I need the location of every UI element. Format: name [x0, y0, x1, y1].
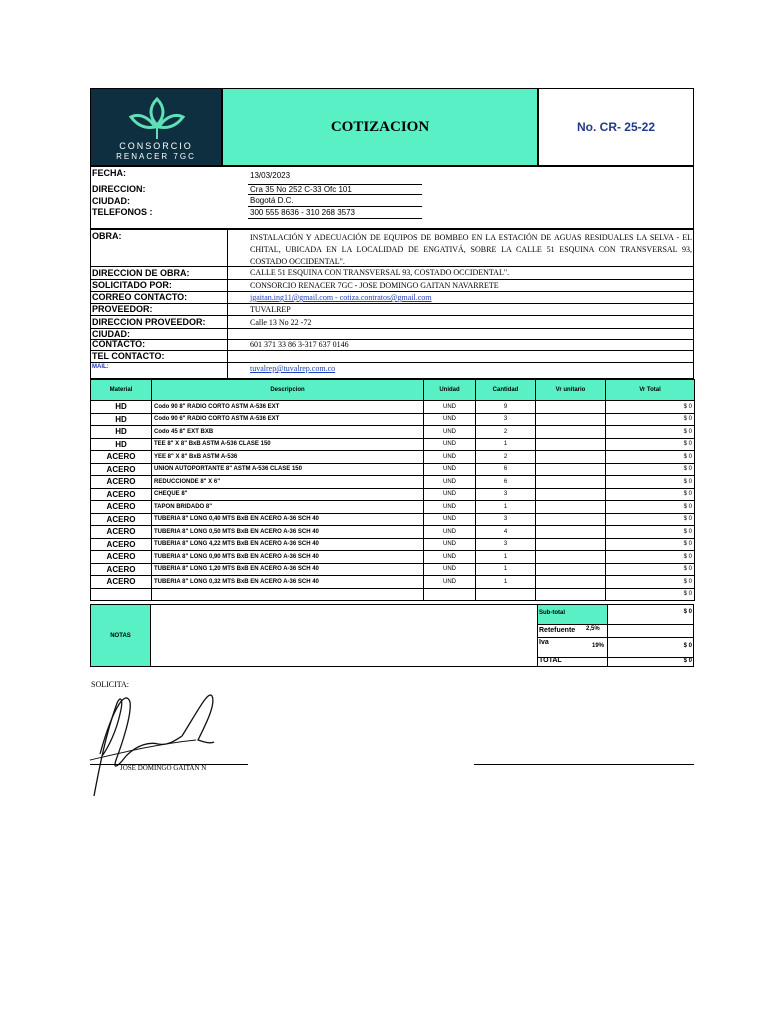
items-table — [90, 379, 695, 601]
cell-unidad: UND — [424, 463, 476, 476]
leaf-logo-icon — [127, 95, 187, 141]
cell-vr-total: $ 0 — [606, 463, 695, 476]
cell-unidad: UND — [424, 526, 476, 539]
notas-area — [150, 604, 538, 667]
cell-material: ACERO — [91, 451, 152, 464]
cell-material — [91, 588, 152, 601]
cell-unidad: UND — [424, 538, 476, 551]
cell-cantidad: 1 — [476, 576, 536, 589]
cell-unidad: UND — [424, 401, 476, 414]
correo-link[interactable]: jgaitan.ing11@gmail.com - cotiza.contratos@gmail.com — [250, 293, 432, 302]
cell-cantidad: 9 — [476, 401, 536, 414]
cell-descripcion: TUBERIA 8" LONG 1,20 MTS BxB EN ACERO A-36 SCH 40 — [152, 563, 424, 576]
contacto-label: CONTACTO: — [92, 339, 146, 349]
cell-descripcion: Codo 45 8" EXT BXB — [152, 426, 424, 439]
iva-label: Iva — [539, 639, 549, 646]
cell-vr-unitario — [536, 576, 606, 589]
cell-unidad: UND — [424, 563, 476, 576]
cell-material: ACERO — [91, 488, 152, 501]
cell-vr-total: $ 0 — [606, 401, 695, 414]
table-row — [91, 501, 695, 514]
cell-cantidad: 4 — [476, 526, 536, 539]
cell-descripcion: REDUCCIONDE 8" X 6" — [152, 476, 424, 489]
cell-vr-total: $ 0 — [606, 501, 695, 514]
cell-cantidad: 6 — [476, 476, 536, 489]
cell-material: ACERO — [91, 563, 152, 576]
cell-vr-unitario — [536, 551, 606, 564]
cell-vr-unitario — [536, 538, 606, 551]
cell-descripcion: CHEQUE 8" — [152, 488, 424, 501]
cell-unidad: UND — [424, 488, 476, 501]
cell-cantidad: 3 — [476, 413, 536, 426]
cell-descripcion: Codo 90 6" RADIO CORTO ASTM A-536 EXT — [152, 413, 424, 426]
cell-vr-unitario — [536, 563, 606, 576]
table-row — [91, 413, 695, 426]
table-row — [91, 451, 695, 464]
proveedor-label: PROVEEDOR: — [92, 304, 153, 314]
cell-descripcion: TUBERIA 8" LONG 0,40 MTS BxB EN ACERO A-36 SCH 40 — [152, 513, 424, 526]
cell-material: ACERO — [91, 463, 152, 476]
cell-vr-unitario — [536, 476, 606, 489]
cell-material: HD — [91, 401, 152, 414]
cell-vr-unitario — [536, 463, 606, 476]
cell-vr-total: $ 0 — [606, 413, 695, 426]
header-cantidad: Cantidad — [476, 380, 536, 401]
table-row — [91, 588, 695, 601]
cell-descripcion: UNION AUTOPORTANTE 8" ASTM A-536 CLASE 150 — [152, 463, 424, 476]
cell-cantidad: 3 — [476, 513, 536, 526]
cell-cantidad: 3 — [476, 488, 536, 501]
cell-material: ACERO — [91, 513, 152, 526]
total-value: $ 0 — [683, 658, 692, 664]
cell-vr-total: $ 0 — [606, 563, 695, 576]
table-row — [91, 401, 695, 414]
cell-vr-total: $ 0 — [606, 476, 695, 489]
cell-vr-total: $ 0 — [606, 526, 695, 539]
cell-unidad: UND — [424, 576, 476, 589]
ciudad-value: Bogotá D.C. — [248, 196, 422, 207]
document-title: COTIZACION — [330, 118, 430, 135]
cell-vr-unitario — [536, 451, 606, 464]
logo-text-consorcio: CONSORCIO — [119, 141, 193, 151]
second-signature-line — [474, 764, 694, 765]
cell-vr-total: $ 0 — [606, 513, 695, 526]
company-logo — [90, 88, 222, 166]
cell-unidad: UND — [424, 476, 476, 489]
cell-material: HD — [91, 426, 152, 439]
logo-text-renacer: RENACER 7GC — [116, 152, 196, 161]
table-row — [91, 463, 695, 476]
handwritten-signature — [86, 684, 226, 800]
solicitado-value: CONSORCIO RENACER 7GC - JOSE DOMINGO GAITAN NAVARRETE — [250, 281, 499, 290]
cell-vr-unitario — [536, 438, 606, 451]
cell-vr-total: $ 0 — [606, 488, 695, 501]
cell-cantidad — [476, 588, 536, 601]
table-row — [91, 576, 695, 589]
cell-vr-total: $ 0 — [606, 538, 695, 551]
table-row — [91, 513, 695, 526]
cell-material: HD — [91, 413, 152, 426]
subtotal-value: $ 0 — [683, 609, 692, 615]
solicitado-label: SOLICITADO POR: — [92, 280, 172, 290]
cell-material: ACERO — [91, 551, 152, 564]
table-row — [91, 563, 695, 576]
notas-label: NOTAS — [110, 632, 131, 639]
cell-vr-total: $ 0 — [606, 426, 695, 439]
title-cell — [222, 88, 538, 166]
header-descripcion: Descripcion — [152, 380, 424, 401]
table-row — [91, 538, 695, 551]
cell-material: ACERO — [91, 526, 152, 539]
table-row — [91, 551, 695, 564]
subtotal-label: Sub-total — [539, 610, 565, 616]
obra-label: OBRA: — [92, 231, 122, 241]
cell-cantidad: 1 — [476, 438, 536, 451]
cell-unidad: UND — [424, 513, 476, 526]
cell-vr-total: $ 0 — [606, 576, 695, 589]
quote-number-cell — [538, 88, 694, 166]
cell-material: HD — [91, 438, 152, 451]
cell-vr-unitario — [536, 526, 606, 539]
contacto-value: 601 371 33 86 3-317 637 0146 — [250, 340, 349, 349]
direccion-obra-label: DIRECCION DE OBRA: — [92, 268, 190, 278]
cell-unidad: UND — [424, 426, 476, 439]
signer-name: JOSE DOMINGO GAITAN N — [120, 764, 207, 772]
cell-unidad: UND — [424, 551, 476, 564]
retefuente-rate: 2,5% — [586, 626, 600, 632]
cell-cantidad: 3 — [476, 538, 536, 551]
cell-cantidad: 1 — [476, 563, 536, 576]
cell-vr-unitario — [536, 513, 606, 526]
cell-descripcion: TUBERIA 8" LONG 0,50 MTS BxB EN ACERO A-36 SCH 40 — [152, 526, 424, 539]
direccion-proveedor-value: Calle 13 No 22 -72 — [250, 318, 312, 327]
quote-number: No. CR- 25-22 — [576, 120, 656, 134]
proveedor-value: TUVALREP — [250, 305, 291, 314]
header-material: Material — [91, 380, 152, 401]
cell-vr-total: $ 0 — [606, 438, 695, 451]
header-unidad: Unidad — [424, 380, 476, 401]
table-row — [91, 526, 695, 539]
cell-material: ACERO — [91, 501, 152, 514]
fecha-label: FECHA: — [92, 168, 126, 178]
table-row — [91, 426, 695, 439]
mail-link[interactable]: tuvalrep@tuvalrep.com.co — [250, 364, 336, 373]
cell-vr-total: $ 0 — [606, 588, 695, 601]
cell-descripcion: Codo 90 8" RADIO CORTO ASTM A-536 EXT — [152, 401, 424, 414]
retefuente-value — [607, 624, 694, 638]
fecha-value: 13/03/2023 — [250, 171, 291, 180]
cell-cantidad: 2 — [476, 451, 536, 464]
ciudad-proveedor-label: CIUDAD: — [92, 329, 130, 339]
cell-unidad — [424, 588, 476, 601]
telefonos-label: TELEFONOS : — [92, 207, 153, 217]
total-label: TOTAL — [539, 657, 562, 664]
cell-unidad: UND — [424, 451, 476, 464]
cell-vr-unitario — [536, 426, 606, 439]
cell-cantidad: 2 — [476, 426, 536, 439]
solicita-label: SOLICITA: — [91, 680, 130, 689]
table-row — [91, 476, 695, 489]
cell-unidad: UND — [424, 438, 476, 451]
cell-cantidad: 6 — [476, 463, 536, 476]
cell-descripcion: TUBERIA 8" LONG 0,90 MTS BxB EN ACERO A-36 SCH 40 — [152, 551, 424, 564]
direccion-obra-value: CALLE 51 ESQUINA CON TRANSVERSAL 93, COSTADO OCCIDENTAL". — [250, 268, 510, 277]
items-body — [91, 401, 695, 601]
cell-descripcion: TUBERIA 8" LONG 0,32 MTS BxB EN ACERO A-36 SCH 40 — [152, 576, 424, 589]
table-header-row — [91, 380, 695, 401]
cell-vr-unitario — [536, 488, 606, 501]
cell-unidad: UND — [424, 413, 476, 426]
notas-cell — [90, 604, 151, 667]
iva-value: $ 0 — [683, 643, 692, 649]
cell-descripcion: TUBERIA 8" LONG 4,22 MTS BxB EN ACERO A-36 SCH 40 — [152, 538, 424, 551]
direccion-proveedor-label: DIRECCION PROVEEDOR: — [92, 317, 206, 327]
obra-value: INSTALACIÓN Y ADECUACIÓN DE EQUIPOS DE BOMBEO EN LA ESTACIÓN DE AGUAS RESIDUALES LA SELVA - EL CHITAL, UBICADA EN LA LOCALIDAD DE ENGATIVÁ, SOBRE LA CALLE 51 ESQUINA CON TRANSVERSAL 93, COSTADO OCCIDENTAL". — [250, 233, 692, 266]
header-vr-total: Vr Total — [606, 380, 695, 401]
retefuente-label: Retefuente — [539, 627, 576, 634]
correo-label: CORREO CONTACTO: — [92, 292, 188, 302]
table-row — [91, 438, 695, 451]
cell-descripcion: YEE 8" X 8" BxB ASTM A-536 — [152, 451, 424, 464]
cell-material: ACERO — [91, 538, 152, 551]
cell-vr-unitario — [536, 501, 606, 514]
cell-descripcion: TEE 8" X 8" BxB ASTM A-536 CLASE 150 — [152, 438, 424, 451]
cell-vr-total: $ 0 — [606, 551, 695, 564]
direccion-value: Cra 35 No 252 C-33 Ofc 101 — [248, 184, 422, 195]
table-row — [91, 488, 695, 501]
cell-vr-total: $ 0 — [606, 451, 695, 464]
tel-contacto-label: TEL CONTACTO: — [92, 351, 165, 361]
cell-material: ACERO — [91, 576, 152, 589]
cell-vr-unitario — [536, 401, 606, 414]
ciudad-label: CIUDAD: — [92, 196, 130, 206]
mail-label: MAIL: — [92, 364, 109, 370]
header-vr-unitario: Vr unitario — [536, 380, 606, 401]
cell-cantidad: 1 — [476, 551, 536, 564]
cell-cantidad: 1 — [476, 501, 536, 514]
direccion-label: DIRECCION: — [92, 184, 146, 194]
cell-descripcion: TAPON BRIDADO 8" — [152, 501, 424, 514]
cell-vr-unitario — [536, 413, 606, 426]
telefonos-value: 300 555 8636 - 310 268 3573 — [248, 208, 422, 219]
cell-descripcion — [152, 588, 424, 601]
cell-unidad: UND — [424, 501, 476, 514]
iva-rate: 19% — [592, 643, 605, 649]
cell-material: ACERO — [91, 476, 152, 489]
cell-vr-unitario — [536, 588, 606, 601]
